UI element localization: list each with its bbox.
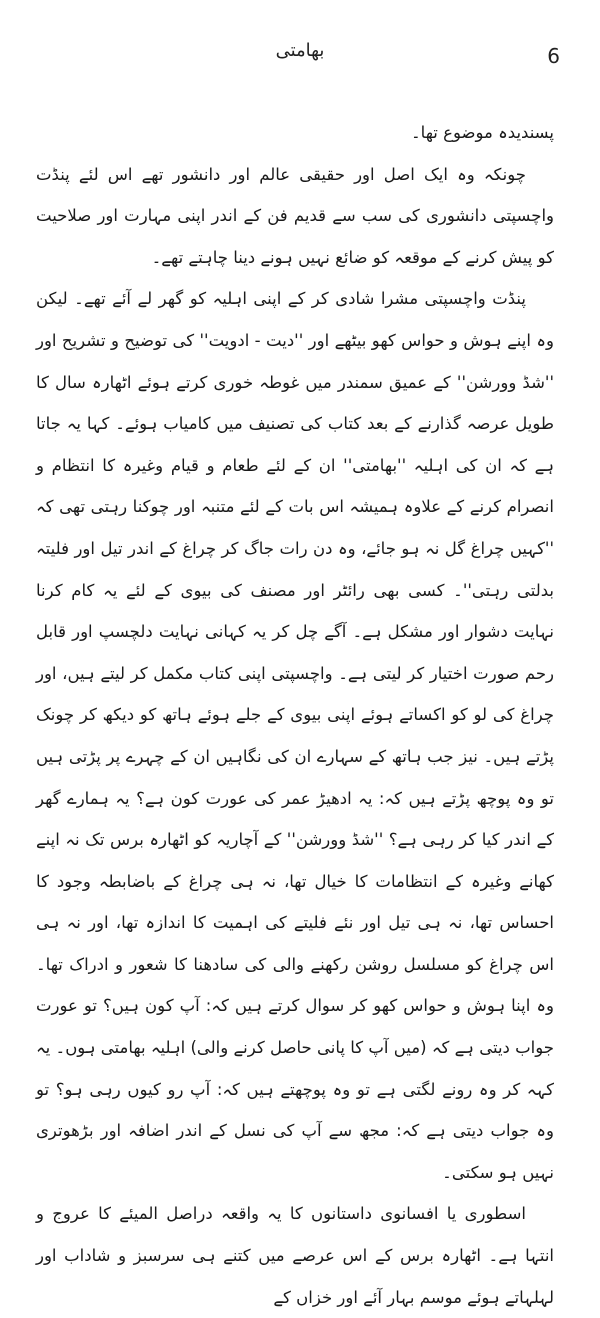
page-number: 6: [547, 44, 560, 68]
paragraph: اسطوری یا افسانوی داستانوں کا یہ واقعہ دراصل المیئے کا عروج و انتہا ہے۔ اٹھارہ برس کے اس عرصے میں کتنے ہی سرسبز و شاداب اور لہلہاتے ہوئے موسم بہار آئے اور خزاں کے: [36, 1204, 554, 1307]
paragraph: چونکہ وہ ایک اصل اور حقیقی عالم اور دانشور تھے اس لئے پنڈت واچسپتی دانشوری کی سب سے قدیم فن کے اندر اپنی مہارت اور صلاحیت کو پیش کرنے کے موقعہ کو ضائع نہیں ہونے دینا چاہتے تھے۔: [36, 164, 554, 267]
paragraph: پنڈت واچسپتی مشرا شادی کر کے اپنی اہلیہ کو گھر لے آئے تھے۔ لیکن وہ اپنے ہوش و حواس کھو بیٹھے اور ''دیت - ادویت'' کی توضیح و تشریح اور ''شڈ وورشن'' کے عمیق سمندر میں غوطہ خوری کرتے ہوئے اٹھارہ سال کا طویل عرصہ گذارنے کے بعد کتاب کی تصنیف میں کامیاب ہوئے۔ کہا یہ جاتا ہے کہ ان کی اہلیہ ''بھامتی'' ان کے لئے طعام و قیام وغیرہ کا انتظام و انصرام کرنے کے علاوہ ہمیشہ اس بات کے لئے متنبہ اور چوکنا رہتی تھی کہ ''کہیں چراغ گل نہ ہو جائے، وہ دن رات جاگ کر چراغ کے اندر تیل اور فلیتہ بدلتی رہتی''۔ کسی بھی رائٹر اور مصنف کی بیوی کے لئے یہ کام کرنا نہایت دشوار اور مشکل ہے۔ آگے چل کر یہ کہانی نہایت دلچسپ اور قابل رحم صورت اختیار کر لیتی ہے۔ واچسپتی اپنی کتاب مکمل کر لیتے ہیں، اور چراغ کی لو کو اکساتے ہوئے اپنی بیوی کے جلے ہوئے ہاتھ کو دیکھ کر چونک پڑتے ہیں۔ نیز جب ہاتھ کے سہارے ان کی نگاہیں ان کے چہرے پر پڑتی ہیں تو وہ پوچھ پڑتے ہیں کہ: یہ ادھیڑ عمر کی عورت کون ہے؟ یہ ہمارے گھر کے اندر کیا کر رہی ہے؟ ''شڈ وورشن'' کے آچاریہ کو اٹھارہ برس تک نہ اپنے کھانے وغیرہ کے انتظامات کا خیال تھا، نہ ہی چراغ کے باضابطہ وجود کا احساس تھا، نہ ہی تیل اور نئے فلیتے کی اہمیت کا اندازہ تھا، اور نہ ہی اس چراغ کو مسلسل روشن رکھنے والی کی سادھنا کا شعور و ادراک تھا۔ وہ اپنا ہوش و حواس کھو کر سوال کرتے ہیں کہ: آپ کون ہیں؟ تو عورت جواب دیتی ہے کہ (میں آپ کا پانی حاصل کرنے والی) اہلیہ بھامتی ہوں۔ یہ کہہ کر وہ رونے لگتی ہے تو وہ پوچھتے ہیں کہ: آپ رو کیوں رہی ہو؟ تو وہ جواب دیتی ہے کہ: مجھ سے آپ کی نسل کے اندر اضافہ اور بڑھوتری نہیں ہو سکتی۔: [36, 289, 554, 1182]
body-text: [36, 112, 554, 1318]
running-title: بھامتی: [275, 40, 325, 61]
page-header: [40, 40, 560, 80]
paragraph-continuation: پسندیدہ موضوع تھا۔: [411, 123, 554, 142]
